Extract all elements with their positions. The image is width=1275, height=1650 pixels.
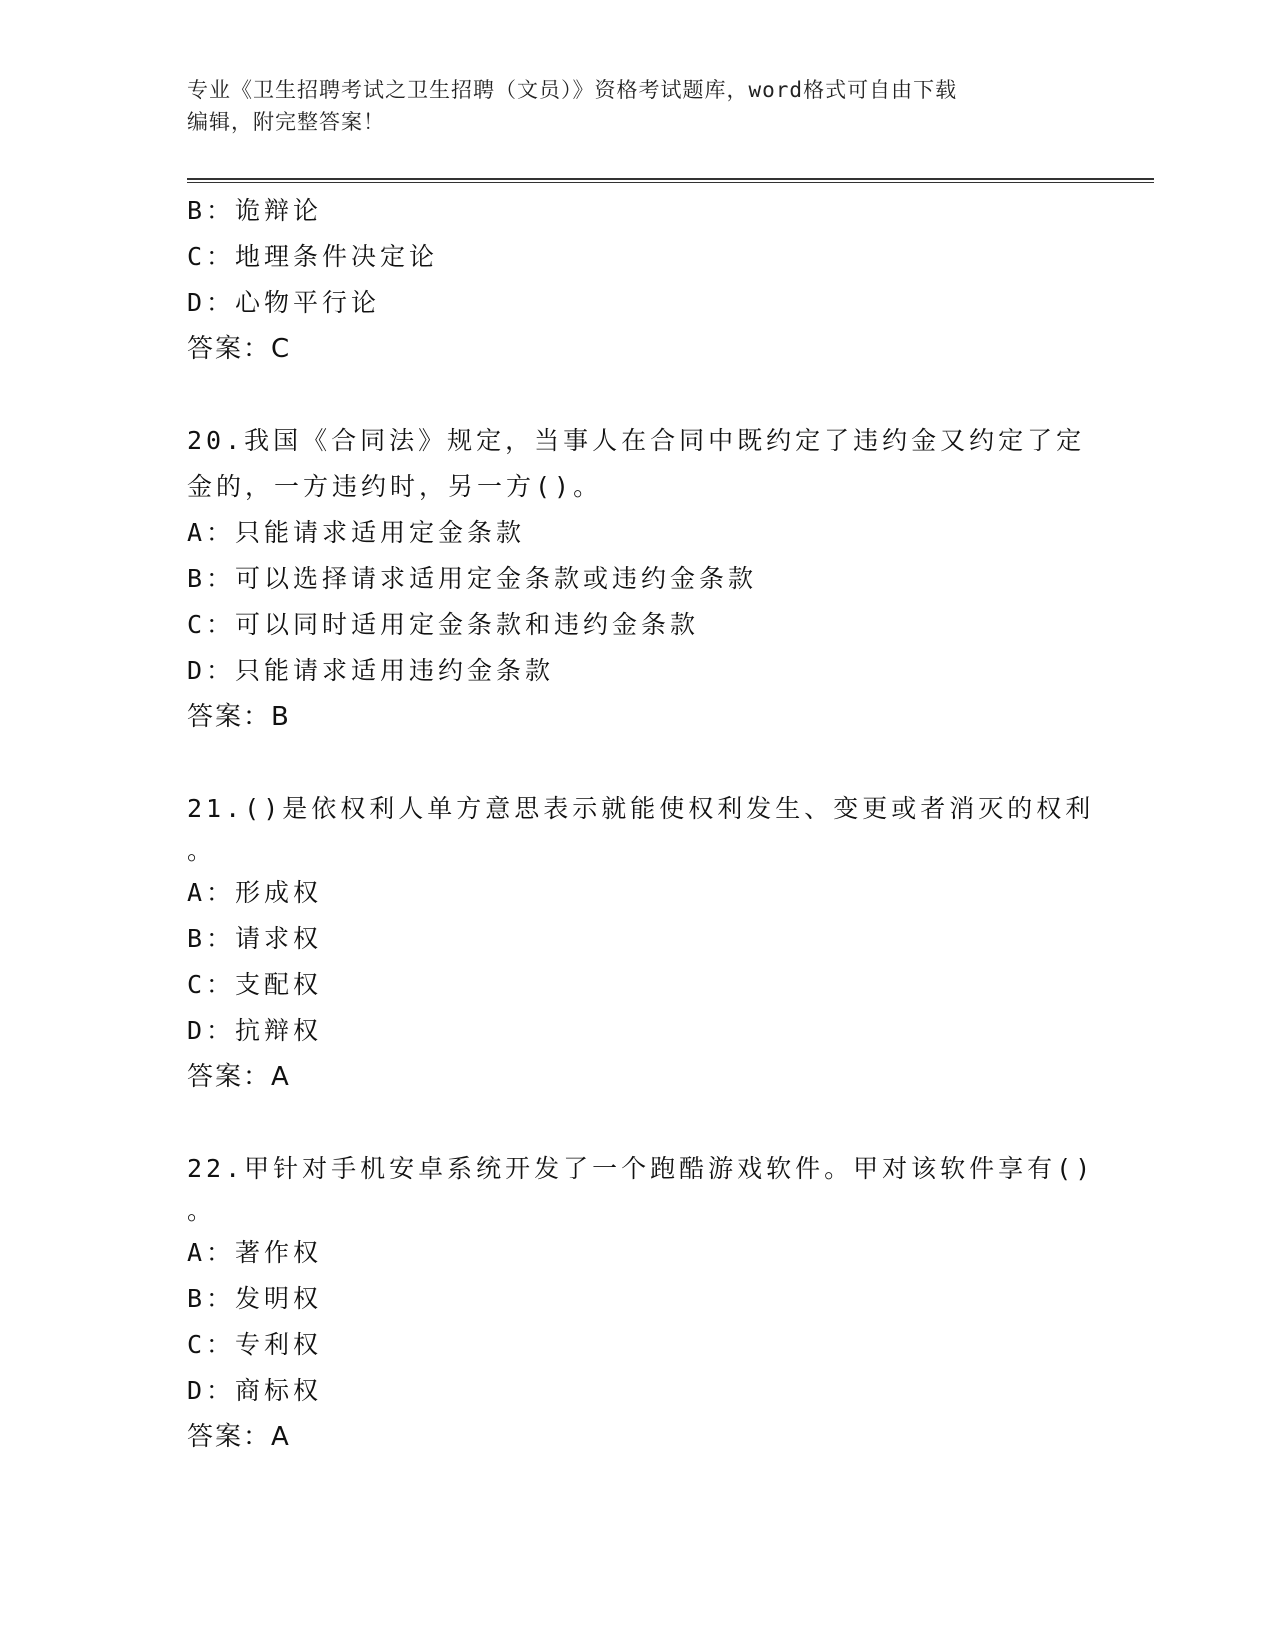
question-22 bbox=[187, 1146, 1095, 1460]
spacer bbox=[187, 1100, 1087, 1146]
question-19-continuation bbox=[187, 188, 1087, 372]
header-divider bbox=[187, 178, 1154, 183]
answer-line: 答案：A bbox=[187, 1422, 291, 1452]
option-b: B：诡辩论 bbox=[187, 196, 323, 225]
option-c: C：专利权 bbox=[187, 1330, 323, 1359]
option-b: B：发明权 bbox=[187, 1284, 323, 1313]
question-text: 21.()是依权利人单方意思表示就能使权利发生、变更或者消灭的权利 bbox=[187, 794, 1095, 823]
spacer bbox=[187, 372, 1087, 418]
option-d: D：商标权 bbox=[187, 1376, 323, 1405]
document-header: 专业《卫生招聘考试之卫生招聘（文员）》资格考试题库，word格式可自由下载 编辑，附完整答案！ bbox=[187, 78, 958, 134]
option-d: D：抗辩权 bbox=[187, 1016, 323, 1045]
question-text-continued: 。 bbox=[187, 836, 217, 865]
option-c: C：地理条件决定论 bbox=[187, 242, 439, 271]
option-d: D：只能请求适用违约金条款 bbox=[187, 656, 555, 685]
answer-line: 答案：A bbox=[187, 1062, 291, 1092]
option-b: B：请求权 bbox=[187, 924, 323, 953]
option-a: A：形成权 bbox=[187, 878, 323, 907]
option-c: C：可以同时适用定金条款和违约金条款 bbox=[187, 610, 700, 639]
question-list bbox=[187, 188, 1095, 1460]
question-text-continued: 金的，一方违约时，另一方()。 bbox=[187, 472, 603, 501]
spacer bbox=[187, 740, 1087, 786]
question-text: 20.我国《合同法》规定，当事人在合同中既约定了违约金又约定了定 bbox=[187, 426, 1086, 455]
question-text-continued: 。 bbox=[187, 1196, 217, 1225]
option-c: C：支配权 bbox=[187, 970, 323, 999]
answer-line: 答案：C bbox=[187, 334, 292, 364]
option-d: D：心物平行论 bbox=[187, 288, 381, 317]
option-b: B：可以选择请求适用定金条款或违约金条款 bbox=[187, 564, 758, 593]
answer-line: 答案：B bbox=[187, 702, 291, 732]
question-text: 22.甲针对手机安卓系统开发了一个跑酷游戏软件。甲对该软件享有() bbox=[187, 1154, 1095, 1183]
question-20 bbox=[187, 418, 1087, 740]
question-21 bbox=[187, 786, 1095, 1100]
option-a: A：只能请求适用定金条款 bbox=[187, 518, 526, 547]
option-a: A：著作权 bbox=[187, 1238, 323, 1267]
